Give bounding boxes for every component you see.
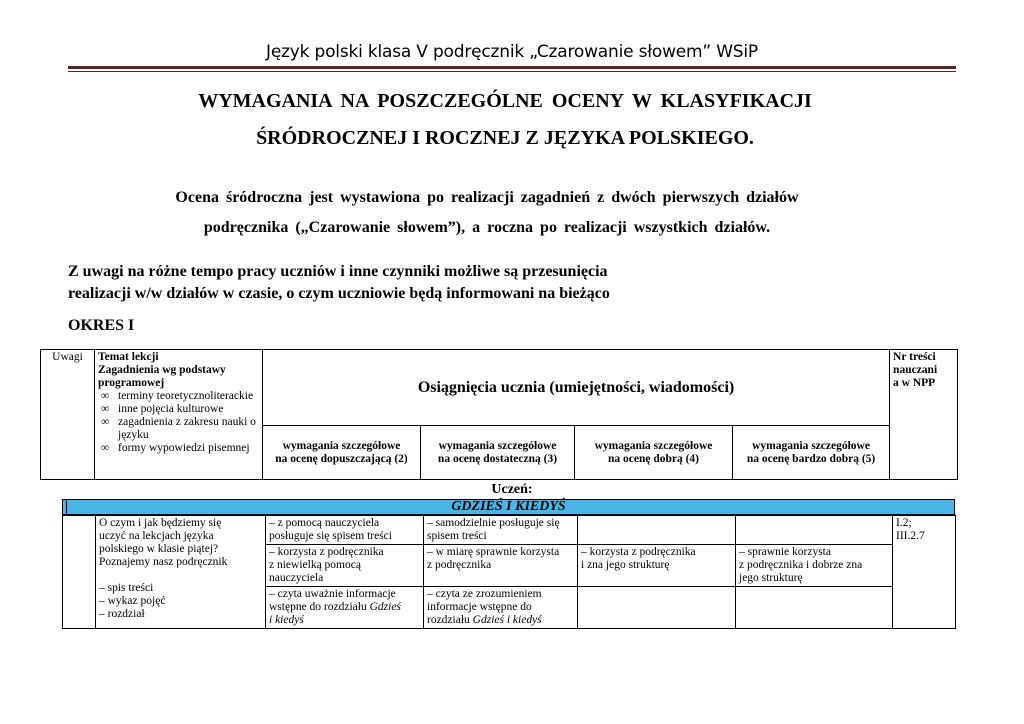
requirement-cell [266, 516, 424, 545]
npp-cell [893, 516, 956, 629]
grade-header-line: na ocenę dostateczną (3) [437, 452, 558, 465]
grade-header-line: wymagania szczegółowe [594, 439, 713, 452]
uwagi-cell [63, 516, 96, 629]
npp-value: III.2.7 [896, 530, 925, 542]
requirement-line: z niewielką pomocą [269, 559, 361, 571]
requirement-cell [736, 587, 893, 629]
requirement-cell [736, 516, 893, 545]
requirement-line: informacje wstępne do [427, 601, 532, 613]
requirement-line: – samodzielnie posługuje się [427, 517, 560, 529]
document-title-line2: ŚRÓDROCZNEJ I ROCZNEJ Z JĘZYKA POLSKIEGO. [256, 127, 754, 149]
npp-header-line: nauczani [893, 364, 938, 376]
student-label: Uczeń: [491, 482, 533, 497]
intro-line1: Ocena śródroczna jest wystawiona po realizacji zagadnień z dwóch pierwszych działów [175, 189, 799, 206]
grade-header-line: na ocenę dobrą (4) [607, 452, 700, 465]
requirement-line: i zna jego strukturę [581, 559, 670, 571]
spacer [99, 569, 262, 582]
achievements-header: Osiągnięcia ucznia (umiejętności, wiadomości) [263, 350, 890, 426]
requirement-cell [424, 516, 578, 545]
topic-bullet: ∞ formy wypowiedzi pisemnej [98, 442, 259, 455]
requirement-line: – czyta ze zrozumieniem [427, 588, 542, 600]
requirement-line: z podręcznika [427, 559, 492, 571]
running-header: Język polski klasa V podręcznik „Czarowanie słowem” WSiP [266, 42, 758, 62]
requirement-line: spisem treści [427, 530, 487, 542]
lesson-term: – spis treści [99, 582, 154, 594]
col-uwagi: Uwagi [41, 350, 95, 480]
note-line1: Z uwagi na różne tempo pracy uczniów i inne czynniki możliwe są przesunięcia [68, 263, 608, 280]
requirement-line [427, 614, 574, 627]
chapter-title-italic: Gdzieś [369, 601, 401, 613]
requirement-line: – z pomocą nauczyciela [269, 517, 380, 529]
header-rule-thick [68, 66, 956, 69]
requirement-cell [266, 587, 424, 629]
col-npp [890, 350, 958, 480]
grade-4-header [575, 426, 733, 480]
chapter-title-italic: i kiedyś [269, 614, 304, 626]
topic-header-line: Zagadnienia wg podstawy [98, 364, 226, 376]
lesson-term: – rozdział [99, 608, 145, 620]
topic-bullet: ∞ terminy teoretycznoliterackie [98, 390, 259, 403]
topic-header-line: programowej [98, 377, 165, 389]
npp-value: I.2; [896, 517, 912, 529]
lesson-topic-line: uczyć na lekcjach języka [99, 530, 214, 542]
section-title-band: GDZIEŚ I KIEDYŚ [62, 499, 955, 515]
requirement-cell [424, 545, 578, 587]
topic-bullet-list [98, 390, 259, 455]
period-heading: OKRES I [68, 317, 135, 334]
grade-header-line: wymagania szczegółowe [438, 439, 557, 452]
requirement-cell [578, 545, 736, 587]
requirement-line: nauczyciela [269, 572, 324, 584]
grade-2-header [263, 426, 421, 480]
requirement-line: – czyta uważnie informacje [269, 588, 396, 600]
lesson-topic-line: Poznajemy nasz podręcznik [99, 556, 228, 568]
lesson-topic-cell [96, 516, 266, 629]
requirement-cell [578, 587, 736, 629]
requirement-line [269, 601, 420, 614]
grade-header-line: na ocenę bardzo dobrą (5) [746, 452, 876, 465]
grade-header-line: wymagania szczegółowe [752, 439, 870, 452]
document-title-line1: WYMAGANIA NA POSZCZEGÓLNE OCENY W KLASYFIKACJI [198, 90, 812, 112]
col-topic [95, 350, 263, 480]
requirement-line: z podręcznika i dobrze zna [739, 559, 863, 571]
lesson-term: – wykaz pojęć [99, 595, 166, 607]
header-rule-thin [68, 71, 956, 72]
requirement-line: jego strukturę [739, 572, 803, 584]
topic-bullet: ∞ inne pojęcia kulturowe [98, 403, 259, 416]
requirement-cell [578, 516, 736, 545]
table-row [63, 516, 956, 545]
lesson-topic-line: O czym i jak będziemy się [99, 517, 222, 529]
requirement-cell [266, 545, 424, 587]
intro-line2: podręcznika („Czarowanie słowem”), a roczna po realizacji wszystkich działów. [203, 219, 771, 236]
requirement-line: posługuje się spisem treści [269, 530, 392, 542]
topic-header-line: Temat lekcji [98, 351, 159, 363]
requirement-line: – w miarę sprawnie korzysta [427, 546, 560, 558]
grade-header-line: wymagania szczegółowe [282, 439, 401, 452]
grade-header-line: na ocenę dopuszczającą (2) [275, 452, 408, 465]
npp-header-line: Nr treści [893, 351, 936, 363]
requirement-line: – sprawnie korzysta [739, 546, 831, 558]
topic-bullet: ∞ zagadnienia z zakresu nauki o języku [98, 416, 259, 442]
grade-3-header [421, 426, 575, 480]
requirement-line: – korzysta z podręcznika [581, 546, 696, 558]
requirements-header-table [40, 349, 958, 480]
chapter-title-italic: Gdzieś i kiedyś [472, 614, 542, 626]
requirement-line [269, 614, 420, 627]
requirement-cell [736, 545, 893, 587]
grade-5-header [733, 426, 890, 480]
requirement-cell [424, 587, 578, 629]
requirement-text: wstępne do rozdziału [269, 601, 370, 613]
note-line2: realizacji w/w działów w czasie, o czym uczniowie będą informowani na bieżąco [68, 285, 610, 302]
lesson-table [62, 515, 956, 629]
npp-header-line: a w NPP [893, 377, 936, 389]
requirement-text: rozdziału [427, 614, 473, 626]
lesson-topic-line: polskiego w klasie piątej? [99, 543, 219, 555]
requirement-line: – korzysta z podręcznika [269, 546, 384, 558]
